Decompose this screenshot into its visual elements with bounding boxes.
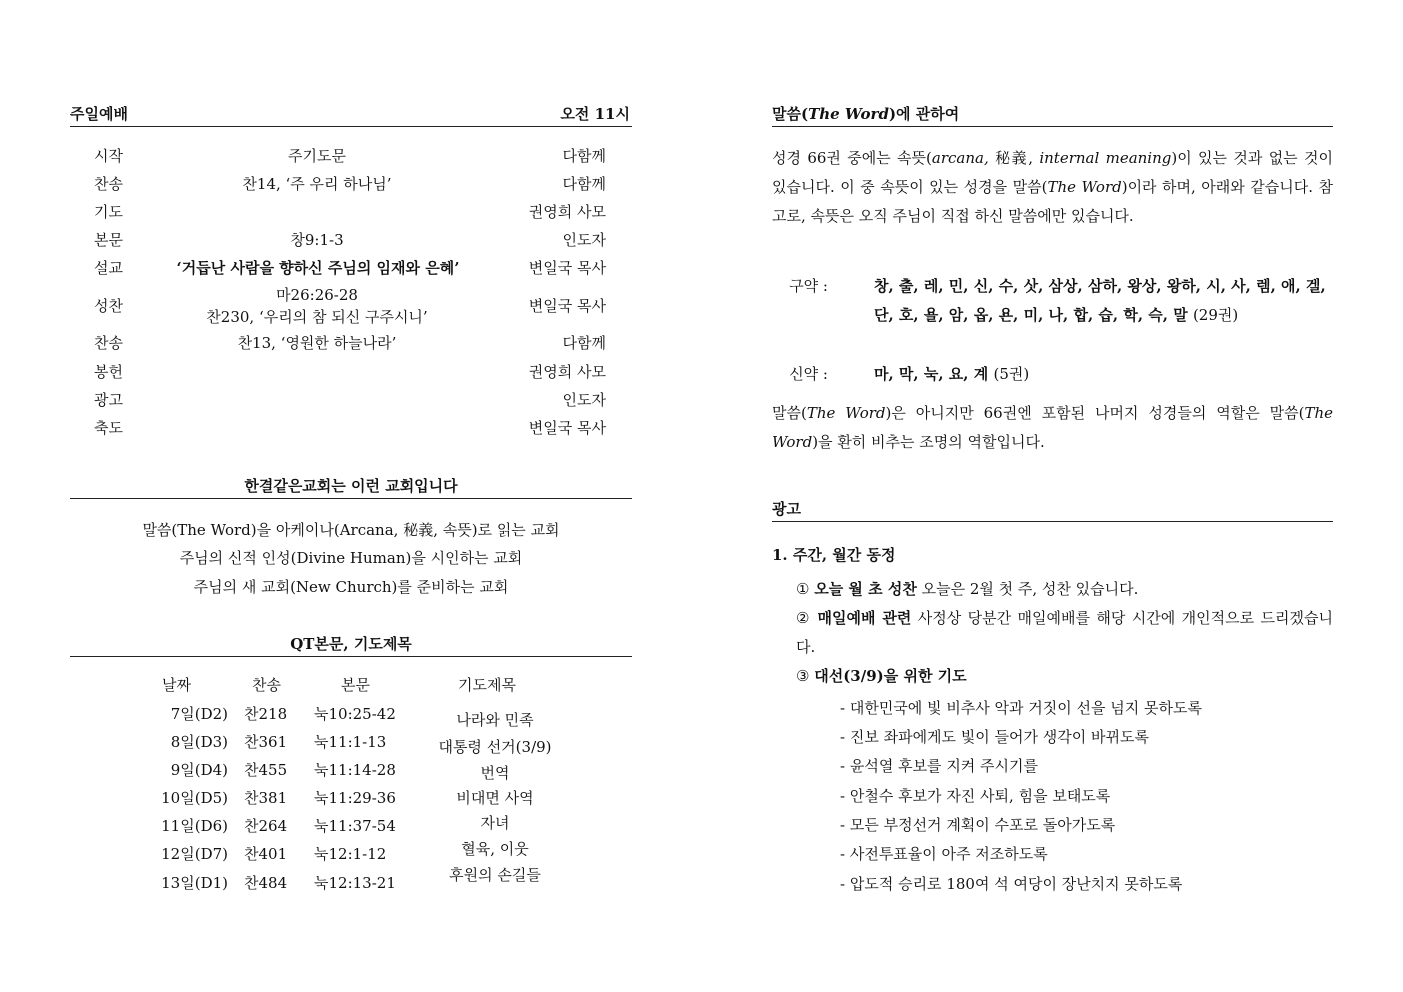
prayer-bullet: - 안철수 후보가 자진 사퇴, 힘을 보태도록: [840, 787, 1111, 805]
mission-text: 주님의 새 교회(New Church)를 준비하는 교회: [193, 578, 509, 596]
qt-date: 13일(D1): [161, 874, 228, 892]
order-label: 성찬: [94, 297, 123, 315]
ad-item: [796, 604, 1333, 662]
order-label: 설교: [94, 259, 123, 277]
order-label: 찬송: [94, 175, 123, 193]
word-title: 말씀(: [772, 105, 809, 123]
order-leader: 다함께: [562, 175, 606, 193]
qt-col-prayer: 기도제목: [458, 676, 516, 694]
order-leader: 인도자: [562, 231, 606, 249]
qt-col-date: 날짜: [162, 676, 191, 694]
text-run: The Word: [1047, 178, 1122, 196]
qt-hymn: 찬381: [244, 789, 288, 807]
order-label: 시작: [94, 147, 123, 165]
order-leader: 변일국 목사: [528, 259, 606, 277]
mission-text: 주님의 신적 인성(Divine Human)을 시인하는 교회: [179, 549, 523, 567]
text-run: The Word: [806, 404, 886, 422]
qt-hymn: 찬401: [244, 845, 288, 863]
qt-date: 8일(D3): [170, 733, 228, 751]
communion-text: 마26:26-28: [276, 286, 358, 304]
qt-text: 눅12:1-12: [314, 845, 387, 863]
prayer-bullet: - 사전투표율이 아주 저조하도록: [840, 845, 1048, 863]
qt-hymn: 찬264: [244, 817, 288, 835]
qt-header: [70, 634, 632, 657]
mission-line: [70, 576, 632, 597]
order-leader: 권영희 사모: [528, 363, 606, 381]
text-run: arcana,: [931, 149, 989, 167]
text-run: )이라 하며, 아래와 같습니다. 참고로, 속뜻은 오직 주님이 직접 하신 말씀에만 있습니다.: [772, 178, 1333, 225]
qt-text: 눅12:13-21: [314, 874, 396, 892]
order-content: 찬13, ‘영원한 하늘나라’: [237, 334, 397, 352]
ad-number: ②: [796, 609, 812, 627]
order-leader: 다함께: [562, 334, 606, 352]
sermon-title: ‘거듭난 사람을 향하신 주님의 임재와 은혜’: [176, 259, 460, 277]
qt-text: 눅11:1-13: [314, 733, 387, 751]
prayer-bullet: - 압도적 승리로 180여 석 여당이 장난치지 못하도록: [840, 875, 1183, 893]
mission-text: 말씀(The Word)을 아케이나(Arcana, 秘義, 속뜻)로 읽는 교회: [142, 521, 560, 539]
qt-prayer: 번역: [480, 764, 510, 782]
qt-col-hymn: 찬송: [252, 676, 281, 694]
text-run: 秘義,: [988, 149, 1040, 167]
prayer-bullet: - 윤석열 후보를 지켜 주시기를: [840, 757, 1039, 775]
qt-hymn: 찬361: [244, 733, 288, 751]
church-title: 한결같은교회는 이런 교회입니다: [244, 477, 458, 495]
text-run: 말씀(: [772, 404, 807, 422]
nt-books: [874, 360, 1334, 389]
order-leader: 다함께: [562, 147, 606, 165]
word-title-em: The Word: [808, 105, 889, 123]
ad-item: [796, 575, 1333, 604]
order-label: 찬송: [94, 334, 123, 352]
prayer-bullet: - 대한민국에 빛 비추사 악과 거짓이 선을 넘지 못하도록: [840, 699, 1202, 717]
ad-number: ①: [796, 580, 810, 598]
qt-prayer: 혈육, 이웃: [461, 840, 529, 858]
qt-col-text: 본문: [341, 676, 370, 694]
church-header: [70, 476, 632, 499]
nt-count: (5권): [993, 365, 1030, 383]
qt-prayer: 후원의 손길들: [449, 866, 541, 884]
ad-heading: 오늘 월 초 성찬: [814, 580, 917, 598]
qt-prayer: 대통령 선거(3/9): [438, 738, 552, 756]
ad-item: [796, 662, 1333, 691]
qt-text: 눅11:29-36: [314, 789, 396, 807]
nt-books-text: 마, 막, 눅, 요, 계: [874, 365, 989, 383]
ads-title: 광고: [772, 500, 801, 518]
order-row: [70, 284, 632, 328]
prayer-bullet: - 진보 좌파에게도 빛이 들어가 생각이 바뀌도록: [840, 728, 1149, 746]
text-run: 성경 66권 중에는 속뜻(: [772, 149, 932, 167]
qt-date: 12일(D7): [161, 845, 228, 863]
communion-hymn: 찬230, ‘우리의 참 되신 구주시니’: [206, 308, 428, 326]
ad-text: 오늘은 2월 첫 주, 성찬 있습니다.: [916, 580, 1139, 598]
order-content: 창9:1-3: [290, 231, 344, 249]
text-run: )이 있는 것과 없는 것이 있습니다. 이 중 속뜻이 있는 성경을 말씀(: [772, 149, 1333, 196]
qt-date: 7일(D2): [170, 705, 228, 723]
qt-hymn: 찬455: [244, 761, 288, 779]
worship-title: 주일예배: [70, 105, 128, 123]
text-run: )을 환히 비추는 조명의 역할입니다.: [812, 433, 1045, 451]
order-leader: 인도자: [562, 391, 606, 409]
ads-header: [772, 499, 1333, 522]
order-label: 광고: [94, 391, 123, 409]
qt-title: QT본문, 기도제목: [290, 635, 412, 653]
ot-count: (29권): [1192, 306, 1239, 324]
word-paragraph-1: [772, 144, 1333, 231]
qt-prayer: 비대면 사역: [456, 789, 534, 807]
ad-number: ③: [796, 667, 810, 685]
order-label: 본문: [94, 231, 123, 249]
ot-books: [874, 272, 1334, 330]
order-leader: 권영희 사모: [528, 203, 606, 221]
text-run: The Word: [772, 404, 1333, 451]
qt-date: 11일(D6): [161, 817, 228, 835]
order-content: [132, 284, 502, 328]
word-paragraph-2: [772, 399, 1333, 457]
text-run: )은 아니지만 66권엔 포함된 나머지 성경들의 역할은 말씀(: [885, 404, 1305, 422]
text-run: internal meaning: [1039, 149, 1172, 167]
order-label: 봉헌: [94, 363, 123, 381]
mission-line: [70, 547, 632, 568]
qt-text: 눅11:14-28: [314, 761, 396, 779]
ad-heading: 대선(3/9)을 위한 기도: [814, 667, 967, 685]
qt-date: 9일(D4): [170, 761, 228, 779]
order-label: 축도: [94, 419, 123, 437]
qt-text: 눅11:37-54: [314, 817, 396, 835]
mission-line: [70, 519, 632, 540]
order-label: 기도: [94, 203, 123, 221]
word-title-suffix: )에 관하여: [888, 105, 960, 123]
worship-time: 오전 11시: [560, 105, 630, 123]
order-leader: 변일국 목사: [528, 419, 606, 437]
order-content: 찬14, ‘주 우리 하나님’: [242, 175, 392, 193]
qt-date: 10일(D5): [161, 789, 228, 807]
ot-books-text: 창, 출, 레, 민, 신, 수, 삿, 삼상, 삼하, 왕상, 왕하, 시, 사, 렘, 애, 겔, 단, 호, 욜, 암, 옵, 욘, 미, 나, 합, 습, 학, 슥, 말: [874, 277, 1326, 324]
book-list: [772, 272, 1333, 382]
qt-hymn: 찬218: [244, 705, 288, 723]
worship-header: [70, 104, 632, 127]
prayer-bullet: - 모든 부정선거 계획이 수포로 돌아가도록: [840, 816, 1116, 834]
order-leader: 변일국 목사: [528, 297, 606, 315]
ot-label: 구약 :: [789, 277, 828, 295]
nt-label: 신약 :: [789, 365, 828, 383]
qt-text: 눅10:25-42: [314, 705, 396, 723]
word-header: [772, 104, 1333, 127]
order-content: 주기도문: [288, 147, 346, 165]
ad-text: 사정상 당분간 매일예배를 해당 시간에 개인적으로 드리겠습니다.: [796, 609, 1333, 656]
ads-section-title: 1. 주간, 월간 동정: [772, 546, 896, 564]
qt-prayer: 자녀: [480, 814, 510, 832]
qt-prayer: 나라와 민족: [456, 711, 534, 729]
qt-hymn: 찬484: [244, 874, 288, 892]
ad-heading: 매일예배 관련: [817, 609, 912, 627]
